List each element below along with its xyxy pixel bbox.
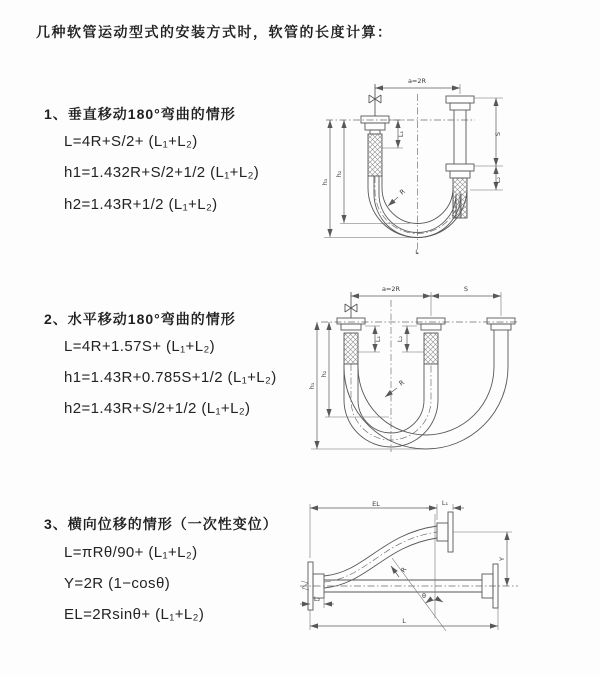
hose-centerline [351,364,431,440]
left-pipe-fitting [361,116,389,176]
length-label: L [415,248,419,256]
radius-label: R [399,565,409,575]
angle-arc [435,600,443,602]
dim-label-h2: h₂ [320,370,328,378]
dim-label-el: EL [372,500,380,508]
valve-icon [369,84,381,116]
dim-label-l1: L₁ [441,499,449,507]
right-pipe-fitting [487,318,515,330]
left-pipe-fitting [337,318,365,364]
section-2-formula-h2: h2=1.43R+S/2+1/2 (L₁+L₂) [64,400,251,417]
upper-flange-fitting [437,512,453,552]
section-1-formula-L: L=4R+S/2+ (L₁+L₂) [64,133,198,150]
section-2-formula-L: L=4R+1.57S+ (L₁+L₂) [64,338,216,355]
diagram-vertical-180 [310,72,530,257]
braided-hose [424,333,438,364]
section-3-heading: 3、横向位移的情形（一次性变位） [44,516,278,532]
section-3-formula-L: L=πRθ/90+ (L₁+L₂) [64,544,198,561]
dim-label-l1: L₁ [397,130,405,138]
dim-label-span: a=2R [407,77,427,85]
page-title: 几种软管运动型式的安装方式时，软管的长度计算： [36,24,393,40]
dim-label-l: L [402,617,406,625]
braided-hose [368,134,382,176]
section-1-formula-h2: h2=1.43R+1/2 (L₁+L₂) [64,196,218,213]
radius-label: R [398,187,407,197]
dim-label-l1: L₁ [374,335,382,343]
dim-label-l2: L₂ [313,595,321,603]
radius-label: R [397,378,406,388]
radius-leader [391,566,399,577]
braided-hose [344,333,358,364]
angle-arc [426,600,436,603]
dim-label-h1: h₁ [308,382,316,390]
section-3-formula-Y: Y=2R (1−cosθ) [64,575,171,592]
right-pipe-fitting [446,96,474,218]
section-1-heading: 1、垂直移动180°弯曲的情形 [44,106,236,122]
radius-leader [388,197,398,206]
dim-label-h1: h₁ [321,178,329,186]
dim-label-h2: h₂ [335,170,343,178]
dim-label-s: S [463,285,469,293]
dim-label-span: a=2R [381,285,401,293]
dim-label-s: S [494,131,502,137]
section-1-formula-h1: h1=1.432R+S/2+1/2 (L₁+L₂) [64,164,260,181]
diagram-horizontal-180 [303,282,538,457]
diagram-lateral-displacement [296,498,524,646]
angle-label: θ [422,592,426,600]
hose-centerline [324,532,437,582]
section-3-formula-EL: EL=2Rsinθ+ (L₁+L₂) [64,606,205,623]
section-2-heading: 2、水平移动180°弯曲的情形 [44,311,236,327]
dim-label-l2: L₂ [494,176,502,184]
dim-label-y: Y [498,557,506,561]
middle-pipe-fitting [417,318,445,364]
section-2-formula-h1: h1=1.43R+0.785S+1/2 (L₁+L₂) [64,369,277,386]
dim-label-l2: L₂ [396,335,404,343]
